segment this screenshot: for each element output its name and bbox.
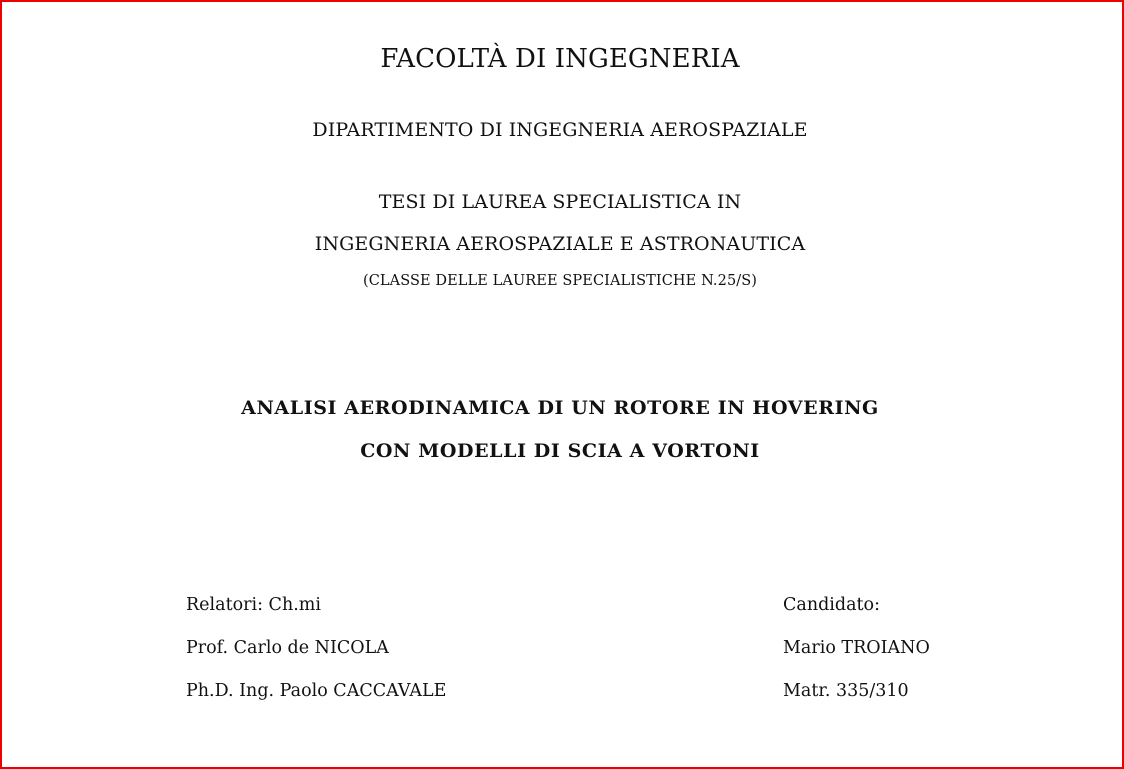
faculty-heading: FACOLTÀ DI INGEGNERIA [380,44,740,74]
candidate-matricola: Matr. 335/310 [783,681,909,701]
supervisor-name: Prof. Carlo de NICOLA [186,638,389,658]
supervisor-name: Ph.D. Ing. Paolo CACCAVALE [186,681,447,701]
supervisors-heading: Relatori: Ch.mi [186,595,321,615]
thesis-class-note: (CLASSE DELLE LAUREE SPECIALISTICHE N.25/S) [362,273,758,289]
candidate-heading: Candidato: [783,595,880,615]
department-heading: DIPARTIMENTO DI INGEGNERIA AEROSPAZIALE [312,119,808,141]
thesis-type-line-1: TESI DI LAUREA SPECIALISTICA IN [378,191,742,213]
thesis-title-line-1: ANALISI AERODINAMICA DI UN ROTORE IN HOVERING [241,397,879,419]
thesis-type-line-2: INGEGNERIA AEROSPAZIALE E ASTRONAUTICA [314,233,806,255]
candidate-name: Mario TROIANO [783,638,930,658]
supervisors-block [186,584,446,713]
candidate-block [783,584,930,713]
thesis-title-line-2: CON MODELLI DI SCIA A VORTONI [360,440,760,462]
